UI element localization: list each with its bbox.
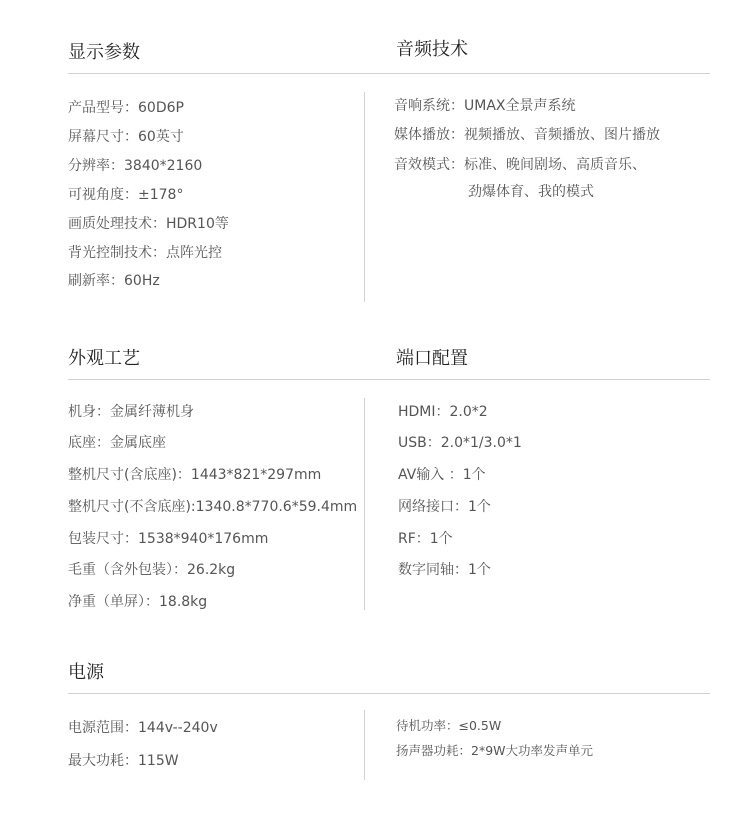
appearance-spec-gross-weight: 毛重（含外包装）：26.2kg: [68, 562, 236, 578]
display-spec-resolution: 分辨率：3840*2160: [68, 158, 203, 174]
audio-spec-sound-system: 音响系统：UMAX全景声系统: [394, 98, 576, 114]
section-divider-1: [68, 73, 710, 74]
ports-spec-network: 网络接口：1个: [398, 499, 491, 515]
ports-spec-digital-coaxial: 数字同轴：1个: [398, 562, 491, 578]
appearance-spec-package-size: 包装尺寸：1538*940*176mm: [68, 531, 269, 547]
section-divider-3: [68, 693, 710, 694]
audio-section-title: 音频技术: [396, 39, 468, 60]
appearance-spec-stand: 底座：金属底座: [68, 435, 166, 451]
display-spec-screen-size: 屏幕尺寸：60英寸: [68, 129, 184, 145]
ports-spec-hdmi: HDMI：2.0*2: [398, 404, 488, 420]
display-spec-model: 产品型号：60D6P: [68, 100, 184, 116]
display-spec-backlight: 背光控制技术：点阵光控: [68, 245, 222, 261]
appearance-section-title: 外观工艺: [68, 348, 140, 369]
display-spec-picture-processing: 画质处理技术：HDR10等: [68, 216, 229, 232]
ports-section-title: 端口配置: [396, 348, 468, 369]
appearance-spec-size-with-stand: 整机尺寸(含底座)：1443*821*297mm: [68, 467, 322, 483]
display-spec-viewing-angle: 可视角度：±178°: [68, 187, 184, 203]
appearance-spec-net-weight: 净重（单屏）：18.8kg: [68, 594, 208, 610]
ports-spec-av-input: AV输入 ：1个: [398, 467, 486, 483]
appearance-spec-body: 机身：金属纤薄机身: [68, 404, 194, 420]
ports-spec-rf: RF：1个: [398, 531, 453, 547]
column-divider-1: [364, 92, 365, 302]
audio-spec-sound-modes-continued: 劲爆体育、我的模式: [468, 184, 594, 200]
column-divider-2: [364, 398, 365, 610]
power-spec-max-consumption: 最大功耗：115W: [68, 753, 179, 769]
display-section-title: 显示参数: [68, 42, 140, 63]
audio-spec-sound-modes: 音效模式：标准、晚间剧场、高质音乐、: [394, 157, 646, 173]
appearance-spec-size-without-stand: 整机尺寸(不含底座):1340.8*770.6*59.4mm: [68, 499, 358, 515]
power-spec-standby: 待机功率：≤0.5W: [396, 718, 502, 733]
ports-spec-usb: USB：2.0*1/3.0*1: [398, 435, 522, 451]
power-spec-range: 电源范围：144v--240v: [68, 720, 218, 736]
power-section-title: 电源: [68, 662, 104, 683]
power-spec-speaker-consumption: 扬声器功耗：2*9W大功率发声单元: [396, 743, 594, 758]
section-divider-2: [68, 379, 710, 380]
column-divider-3: [364, 710, 365, 780]
audio-spec-media-playback: 媒体播放：视频播放、音频播放、图片播放: [394, 127, 660, 143]
display-spec-refresh-rate: 刷新率：60Hz: [68, 273, 160, 289]
